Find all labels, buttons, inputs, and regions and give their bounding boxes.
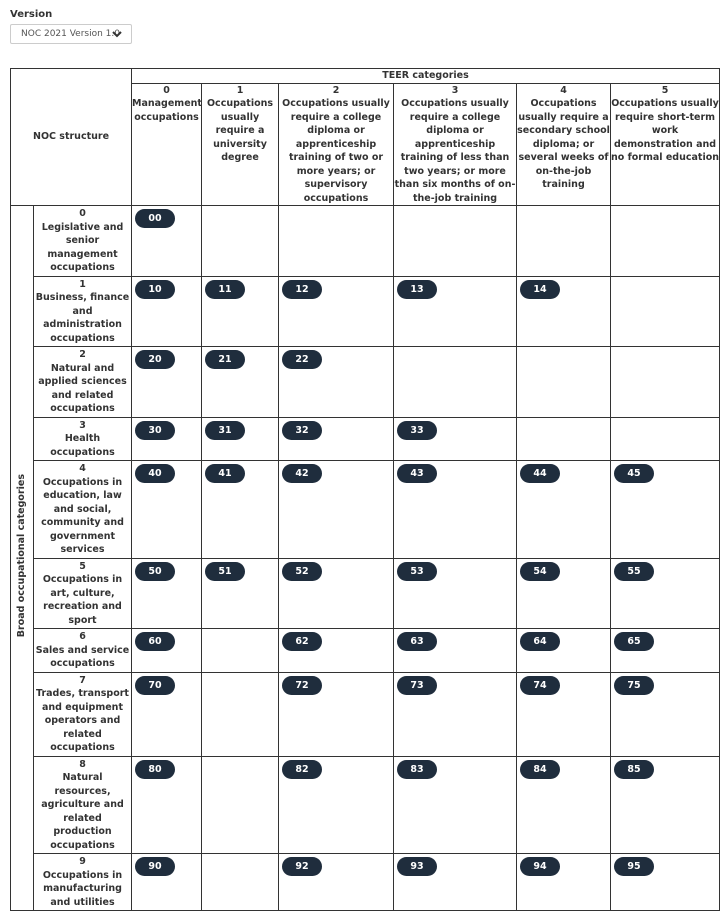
noc-code-button-64[interactable]: 64 (520, 632, 560, 651)
category-name: Occupations in art, culture, recreation and sport (42, 574, 123, 626)
broad-category-cell (34, 417, 132, 461)
noc-code-button-31[interactable]: 31 (205, 421, 245, 440)
matrix-cell (132, 276, 202, 347)
broad-category-cell (34, 558, 132, 629)
matrix-cell (394, 629, 517, 673)
table-row (11, 629, 720, 673)
category-name: Occupations in education, law and social, community and government services (41, 476, 124, 555)
noc-code-button-83[interactable]: 83 (397, 760, 437, 779)
table-row (11, 558, 720, 629)
matrix-cell (279, 347, 394, 418)
matrix-cell (611, 854, 720, 911)
noc-code-button-94[interactable]: 94 (520, 857, 560, 876)
matrix-cell (202, 558, 279, 629)
matrix-cell (132, 629, 202, 673)
empty-cell (517, 417, 611, 461)
table-row (11, 347, 720, 418)
matrix-cell (517, 558, 611, 629)
teer-description: Management occupations (132, 98, 202, 123)
matrix-cell (517, 276, 611, 347)
noc-code-button-11[interactable]: 11 (205, 280, 245, 299)
empty-cell (202, 756, 279, 854)
matrix-cell (132, 461, 202, 559)
teer-column-header-1 (202, 83, 279, 206)
empty-cell (394, 206, 517, 277)
noc-code-button-95[interactable]: 95 (614, 857, 654, 876)
matrix-cell (394, 417, 517, 461)
empty-cell (611, 347, 720, 418)
table-row (11, 461, 720, 559)
teer-number: 0 (163, 84, 170, 96)
empty-cell (394, 347, 517, 418)
teer-column-header-4 (517, 83, 611, 206)
teer-column-header-5 (611, 83, 720, 206)
noc-code-button-32[interactable]: 32 (282, 421, 322, 440)
matrix-cell (132, 672, 202, 756)
table-row (11, 276, 720, 347)
noc-code-button-60[interactable]: 60 (135, 632, 175, 651)
noc-code-button-92[interactable]: 92 (282, 857, 322, 876)
matrix-cell (279, 461, 394, 559)
empty-cell (611, 276, 720, 347)
category-name: Sales and service occupations (35, 644, 130, 669)
table-row (11, 672, 720, 756)
empty-cell (202, 629, 279, 673)
matrix-cell (394, 672, 517, 756)
noc-code-button-63[interactable]: 63 (397, 632, 437, 651)
noc-code-button-20[interactable]: 20 (135, 350, 175, 369)
teer-number: 4 (560, 84, 567, 96)
matrix-cell (202, 276, 279, 347)
category-name: Legislative and senior management occupations (41, 221, 124, 273)
empty-cell (517, 347, 611, 418)
teer-number: 2 (332, 84, 340, 96)
matrix-cell (394, 276, 517, 347)
noc-code-button-21[interactable]: 21 (205, 350, 245, 369)
teer-description: Occupations usually require short-term work demonstration and no formal education (611, 98, 719, 163)
broad-category-cell (34, 854, 132, 911)
matrix-cell (202, 417, 279, 461)
category-number: 1 (79, 278, 86, 290)
broad-category-cell (34, 347, 132, 418)
empty-cell (202, 672, 279, 756)
noc-code-button-45[interactable]: 45 (614, 464, 654, 483)
broad-category-cell (34, 461, 132, 559)
teer-number: 5 (661, 84, 669, 96)
matrix-cell (611, 461, 720, 559)
teer-column-header-2 (279, 83, 394, 206)
broad-category-cell (34, 629, 132, 673)
matrix-cell (611, 558, 720, 629)
broad-categories-label (11, 206, 34, 911)
teer-description: Occupations usually require a secondary school diploma; or several weeks of on-the-job training (517, 98, 610, 190)
noc-code-button-10[interactable]: 10 (135, 280, 175, 299)
noc-code-button-55[interactable]: 55 (614, 562, 654, 581)
noc-code-button-42[interactable]: 42 (282, 464, 322, 483)
matrix-cell (202, 461, 279, 559)
empty-cell (202, 854, 279, 911)
category-number: 3 (79, 419, 86, 431)
table-row (11, 854, 720, 911)
category-number: 0 (79, 208, 86, 219)
matrix-cell (132, 756, 202, 854)
noc-code-button-70[interactable]: 70 (135, 676, 175, 695)
noc-code-button-50[interactable]: 50 (135, 562, 175, 581)
matrix-cell (517, 629, 611, 673)
teer-number: 1 (236, 84, 244, 96)
empty-cell (279, 206, 394, 277)
noc-code-button-90[interactable]: 90 (135, 857, 175, 876)
noc-code-button-52[interactable]: 52 (282, 562, 322, 581)
teer-description: Occupations usually require a college diploma or apprenticeship training of less than two years; or more than six months of on-the-job training (394, 98, 516, 204)
version-select-value: NOC 2021 Version 1.0 (21, 29, 120, 39)
noc-code-button-30[interactable]: 30 (135, 421, 175, 440)
category-name: Natural resources, agriculture and related production occupations (41, 772, 124, 851)
matrix-cell (132, 854, 202, 911)
matrix-cell (279, 672, 394, 756)
matrix-cell (132, 206, 202, 277)
noc-code-button-51[interactable]: 51 (205, 562, 245, 581)
matrix-cell (611, 672, 720, 756)
matrix-cell (279, 276, 394, 347)
noc-code-button-12[interactable]: 12 (282, 280, 322, 299)
noc-code-button-75[interactable]: 75 (614, 676, 654, 695)
matrix-cell (517, 756, 611, 854)
noc-code-button-85[interactable]: 85 (614, 760, 654, 779)
noc-code-button-65[interactable]: 65 (614, 632, 654, 651)
noc-code-button-00[interactable]: 00 (135, 209, 175, 228)
noc-code-button-80[interactable]: 80 (135, 760, 175, 779)
broad-category-cell (34, 206, 132, 277)
matrix-cell (394, 461, 517, 559)
category-name: Occupations in manufacturing and utilities (42, 869, 123, 908)
noc-structure-header: NOC structure (11, 69, 132, 206)
matrix-cell (394, 756, 517, 854)
noc-code-button-72[interactable]: 72 (282, 676, 322, 695)
matrix-cell (611, 756, 720, 854)
category-number: 7 (79, 674, 86, 686)
broad-category-cell (34, 672, 132, 756)
empty-cell (611, 206, 720, 277)
matrix-cell (611, 629, 720, 673)
matrix-cell (394, 854, 517, 911)
matrix-cell (279, 417, 394, 461)
matrix-cell (279, 854, 394, 911)
category-name: Trades, transport and equipment operators and related occupations (36, 688, 129, 753)
category-name: Natural and applied sciences and related occupations (38, 362, 127, 414)
table-row (11, 206, 720, 277)
noc-code-button-93[interactable]: 93 (397, 857, 437, 876)
matrix-cell (517, 461, 611, 559)
noc-code-button-73[interactable]: 73 (397, 676, 437, 695)
broad-category-cell (34, 276, 132, 347)
category-number: 2 (79, 349, 86, 360)
matrix-cell (132, 417, 202, 461)
noc-code-button-13[interactable]: 13 (397, 280, 437, 299)
teer-column-header-0 (132, 83, 202, 206)
noc-matrix-table (10, 68, 720, 911)
noc-code-button-44[interactable]: 44 (520, 464, 560, 483)
category-number: 5 (79, 560, 86, 572)
noc-code-button-54[interactable]: 54 (520, 562, 560, 581)
noc-code-button-82[interactable]: 82 (282, 760, 322, 779)
teer-column-header-3 (394, 83, 517, 206)
noc-code-button-22[interactable]: 22 (282, 350, 322, 369)
version-select[interactable] (10, 24, 132, 44)
category-name: Health occupations (50, 433, 115, 458)
noc-code-button-43[interactable]: 43 (397, 464, 437, 483)
teer-categories-header: TEER categories (132, 69, 720, 84)
matrix-cell (132, 347, 202, 418)
noc-code-button-33[interactable]: 33 (397, 421, 437, 440)
teer-number: 3 (451, 84, 459, 96)
empty-cell (517, 206, 611, 277)
matrix-cell (517, 854, 611, 911)
matrix-cell (202, 347, 279, 418)
noc-code-button-40[interactable]: 40 (135, 464, 175, 483)
category-number: 9 (79, 856, 86, 867)
empty-cell (611, 417, 720, 461)
version-label: Version (10, 9, 53, 20)
broad-category-cell (34, 756, 132, 854)
noc-code-button-14[interactable]: 14 (520, 280, 560, 299)
table-row (11, 417, 720, 461)
table-row (11, 756, 720, 854)
matrix-cell (279, 558, 394, 629)
matrix-cell (132, 558, 202, 629)
noc-code-button-53[interactable]: 53 (397, 562, 437, 581)
category-number: 8 (79, 758, 86, 770)
noc-code-button-62[interactable]: 62 (282, 632, 322, 651)
category-number: 4 (79, 463, 86, 474)
category-name: Business, finance and administration occupations (35, 292, 130, 344)
chevron-down-icon (111, 28, 123, 40)
matrix-cell (517, 672, 611, 756)
noc-code-button-84[interactable]: 84 (520, 760, 560, 779)
matrix-cell (279, 629, 394, 673)
category-number: 6 (79, 631, 86, 642)
matrix-cell (279, 756, 394, 854)
noc-code-button-74[interactable]: 74 (520, 676, 560, 695)
teer-description: Occupations usually require a university degree (206, 98, 274, 163)
teer-description: Occupations usually require a college diploma or apprenticeship training of two or more years; or supervisory occupations (282, 98, 390, 204)
noc-code-button-41[interactable]: 41 (205, 464, 245, 483)
matrix-cell (394, 558, 517, 629)
empty-cell (202, 206, 279, 277)
broad-categories-text: Broad occupational categories (16, 474, 28, 638)
